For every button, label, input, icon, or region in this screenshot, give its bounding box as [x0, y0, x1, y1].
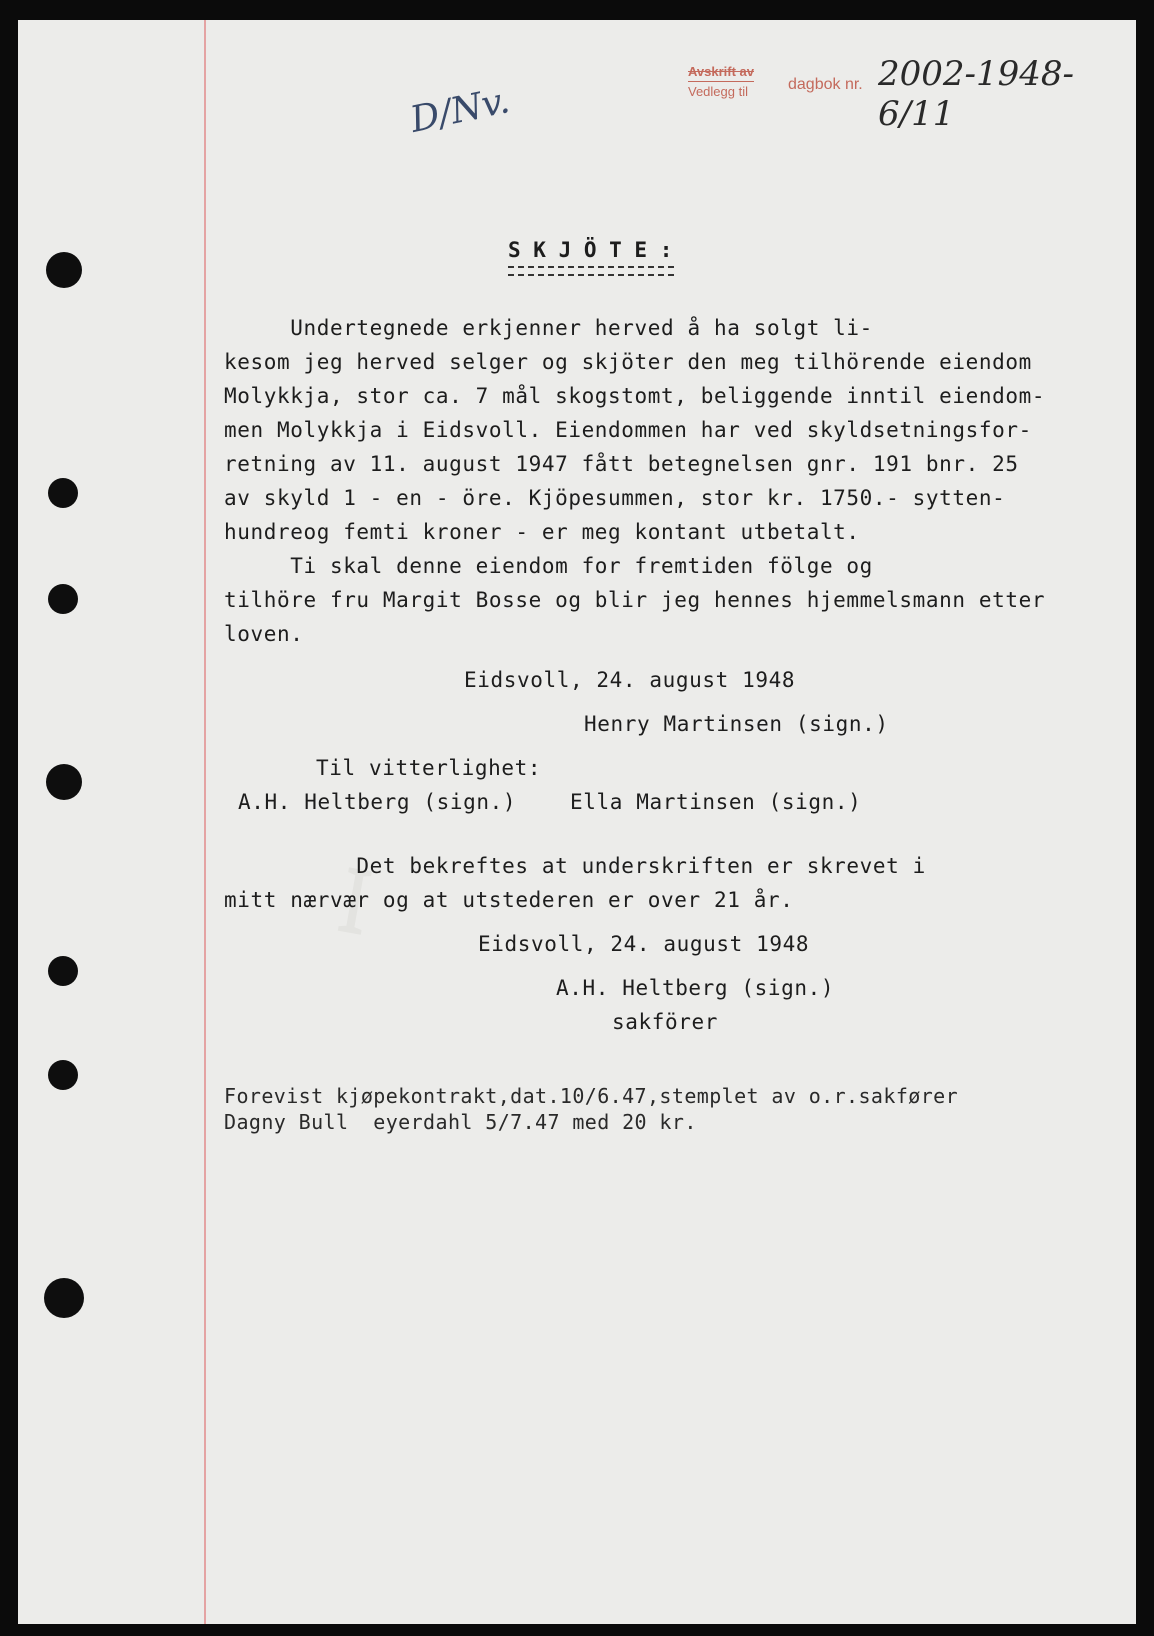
- watermark: ꟷ: [300, 856, 417, 947]
- punch-hole: [48, 478, 78, 508]
- punch-hole: [48, 1060, 78, 1090]
- lawyer-signature: A.H. Heltberg (sign.): [556, 976, 835, 1000]
- body-line: Ti skal denne eiendom for fremtiden fölge og: [224, 554, 873, 578]
- body-line: tilhöre fru Margit Bosse og blir jeg hennes hjemmelsmann etter: [224, 588, 1046, 612]
- body-line: kesom jeg herved selger og skjöter den meg tilhörende eiendom: [224, 350, 1032, 374]
- title-underline: [508, 266, 674, 268]
- punch-hole: [48, 584, 78, 614]
- punch-hole: [46, 252, 82, 288]
- document-page: [18, 20, 1136, 1624]
- witness-signature: A.H. Heltberg (sign.): [238, 790, 517, 814]
- punch-hole: [44, 1278, 84, 1318]
- lawyer-title: sakförer: [612, 1010, 718, 1034]
- margin-line: [204, 20, 206, 1624]
- body-line: men Molykkja i Eidsvoll. Eiendommen har ved skyldsetningsfor-: [224, 418, 1032, 442]
- title-underline: [508, 274, 674, 276]
- body-line: Molykkja, stor ca. 7 mål skogstomt, beliggende inntil eiendom-: [224, 384, 1046, 408]
- stamp-vedlegg-label: Vedlegg til: [688, 81, 754, 99]
- confirmation-line: mitt nærvær og at utstederen er over 21 år.: [224, 888, 794, 912]
- footnote-line: Forevist kjøpekontrakt,dat.10/6.47,stemplet av o.r.sakfører: [224, 1084, 959, 1108]
- place-date: Eidsvoll, 24. august 1948: [478, 932, 810, 956]
- witness-signature: Ella Martinsen (sign.): [570, 790, 862, 814]
- registry-stamp: [688, 64, 754, 99]
- body-line: loven.: [224, 622, 304, 646]
- dagbok-number: 2002-1948-6/11: [878, 54, 1075, 134]
- witness-heading: Til vitterlighet:: [316, 756, 542, 780]
- footnote-line: Dagny Bull eyerdahl 5/7.47 med 20 kr.: [224, 1110, 697, 1134]
- document-title: S K J Ö T E :: [508, 238, 673, 262]
- body-line: hundreog femti kroner - er meg kontant utbetalt.: [224, 520, 860, 544]
- stamp-struck-label: Avskrift av: [688, 64, 754, 79]
- stamp-dagbok-label: dagbok nr.: [788, 76, 863, 93]
- punch-hole: [48, 956, 78, 986]
- body-line: retning av 11. august 1947 fått betegnelsen gnr. 191 bnr. 25: [224, 452, 1019, 476]
- punch-hole: [46, 764, 82, 800]
- body-line: Undertegnede erkjenner herved å ha solgt li-: [224, 316, 873, 340]
- body-line: av skyld 1 - en - öre. Kjöpesummen, stor kr. 1750.- sytten-: [224, 486, 1006, 510]
- seller-signature: Henry Martinsen (sign.): [584, 712, 889, 736]
- place-date: Eidsvoll, 24. august 1948: [464, 668, 796, 692]
- handwritten-initials: D/Nv.: [406, 80, 514, 141]
- confirmation-line: Det bekreftes at underskriften er skrevet i: [224, 854, 926, 878]
